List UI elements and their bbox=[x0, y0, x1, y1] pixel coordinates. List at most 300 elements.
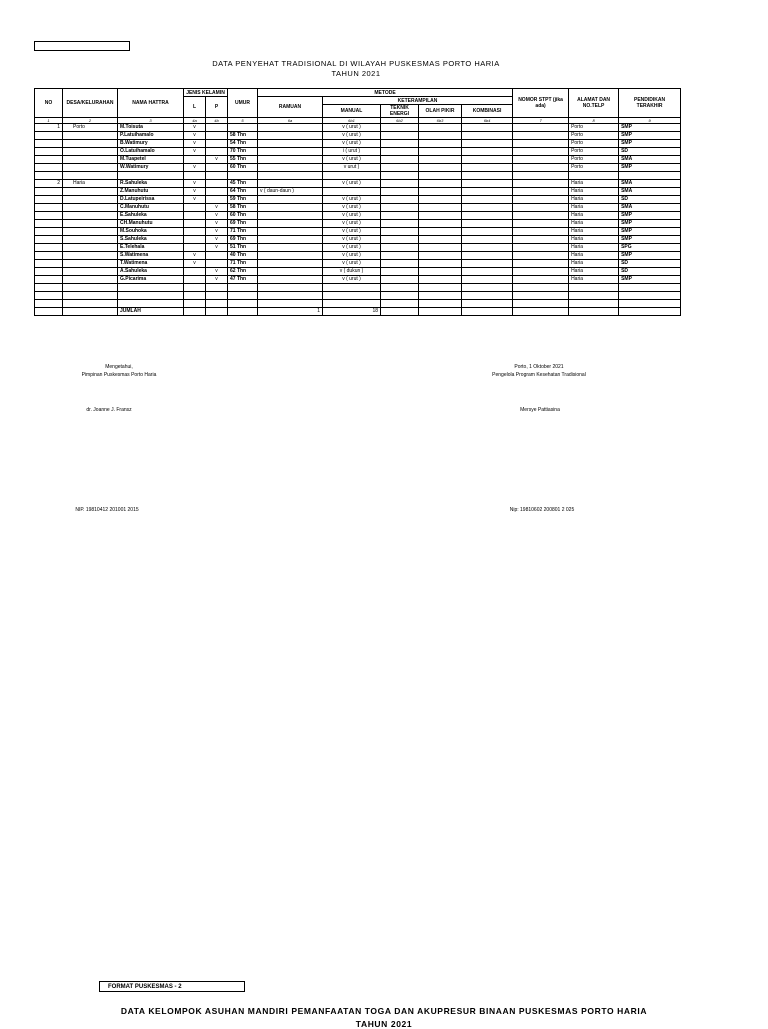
cell-ramuan bbox=[258, 140, 323, 148]
cell-kombinasi bbox=[462, 260, 513, 268]
cell-umur: 58 Thn bbox=[228, 204, 258, 212]
jumlah-manual: 18 bbox=[323, 308, 381, 316]
cell-nama: G.Picarima bbox=[118, 276, 184, 284]
right-sig-nip: Nip: 19810602 200801 2 025 bbox=[509, 507, 575, 513]
header-manual: MANUAL bbox=[323, 105, 381, 118]
cell-pendidikan: SPG bbox=[619, 244, 681, 252]
cell-teknik-energi bbox=[381, 124, 419, 132]
cell-kombinasi bbox=[462, 228, 513, 236]
bottom-title: DATA KELOMPOK ASUHAN MANDIRI PEMANFAATAN TOGA DAN AKUPRESUR BINAAN PUSKESMAS PORTO HARIA bbox=[120, 1006, 648, 1016]
cell-kombinasi bbox=[462, 132, 513, 140]
cell-no bbox=[35, 140, 63, 148]
cell-p bbox=[206, 252, 228, 260]
cell-no bbox=[35, 252, 63, 260]
cell-umur: 71 Thn bbox=[228, 260, 258, 268]
cell-ramuan bbox=[258, 124, 323, 132]
cell-desa bbox=[63, 260, 118, 268]
table-row bbox=[35, 236, 681, 244]
cell-nama: S.Watimena bbox=[118, 252, 184, 260]
cell-nomor-stpt bbox=[513, 180, 569, 188]
document-year: TAHUN 2021 bbox=[331, 69, 381, 78]
cell-p bbox=[206, 196, 228, 204]
table-row bbox=[35, 276, 681, 284]
cell-nama: R.Sahuleka bbox=[118, 180, 184, 188]
cell-kombinasi bbox=[462, 220, 513, 228]
cell-nomor-stpt bbox=[513, 244, 569, 252]
cell-l bbox=[184, 156, 206, 164]
cell-l: v bbox=[184, 260, 206, 268]
empty-row bbox=[35, 172, 681, 180]
cell-pendidikan: SMA bbox=[619, 204, 681, 212]
cell-teknik-energi bbox=[381, 260, 419, 268]
cell-p: v bbox=[206, 244, 228, 252]
right-sig-line1: Porto, 1 Oktober 2021 bbox=[514, 364, 564, 370]
cell-desa bbox=[63, 156, 118, 164]
jumlah-ramuan: 1 bbox=[258, 308, 323, 316]
top-empty-box bbox=[34, 41, 130, 51]
cell-ramuan bbox=[258, 244, 323, 252]
cell-pendidikan: SMP bbox=[619, 124, 681, 132]
cell-ramuan bbox=[258, 212, 323, 220]
header-metode: METODE bbox=[258, 89, 513, 97]
cell-teknik-energi bbox=[381, 140, 419, 148]
cell-pendidikan: SMA bbox=[619, 180, 681, 188]
cell-umur: 69 Thn bbox=[228, 236, 258, 244]
format-label-box: FORMAT PUSKESMAS - 2 bbox=[99, 981, 245, 992]
cell-teknik-energi bbox=[381, 244, 419, 252]
cell-p bbox=[206, 188, 228, 196]
table-row bbox=[35, 260, 681, 268]
cell-alamat: Haria bbox=[569, 188, 619, 196]
cell-nomor-stpt bbox=[513, 220, 569, 228]
col-num: 9 bbox=[619, 118, 681, 124]
cell-kombinasi bbox=[462, 268, 513, 276]
cell-nomor-stpt bbox=[513, 252, 569, 260]
cell-ramuan bbox=[258, 276, 323, 284]
cell-manual: v ( urut ) bbox=[323, 252, 381, 260]
cell-teknik-energi bbox=[381, 252, 419, 260]
cell-nama: E.Telehala bbox=[118, 244, 184, 252]
table-head bbox=[35, 89, 681, 124]
cell-l bbox=[184, 268, 206, 276]
cell-pendidikan: SD bbox=[619, 268, 681, 276]
cell-kombinasi bbox=[462, 244, 513, 252]
cell-teknik-energi bbox=[381, 156, 419, 164]
header-no: NO bbox=[35, 89, 63, 118]
left-signature-block bbox=[50, 363, 188, 379]
cell-desa bbox=[63, 212, 118, 220]
cell-manual: i ( urut ) bbox=[323, 148, 381, 156]
cell-nama: M.Toisuta bbox=[118, 124, 184, 132]
table-row bbox=[35, 196, 681, 204]
cell-kombinasi bbox=[462, 124, 513, 132]
cell-no bbox=[35, 148, 63, 156]
cell-nama: M.Souhoka bbox=[118, 228, 184, 236]
cell-nama: Z.Manuhutu bbox=[118, 188, 184, 196]
cell-pendidikan: SMP bbox=[619, 276, 681, 284]
cell-pendidikan: SMP bbox=[619, 132, 681, 140]
cell-l bbox=[184, 276, 206, 284]
header-jenis-kelamin: JENIS KELAMIN bbox=[184, 89, 228, 97]
col-num: 6b4 bbox=[462, 118, 513, 124]
table-row bbox=[35, 164, 681, 172]
cell-olah-pikir bbox=[419, 260, 462, 268]
jumlah-label: JUMLAH bbox=[118, 308, 184, 316]
col-num: 7 bbox=[513, 118, 569, 124]
cell-nomor-stpt bbox=[513, 268, 569, 276]
left-sig-name: dr. Joanne J. Fransz bbox=[86, 407, 132, 413]
cell-ramuan bbox=[258, 268, 323, 276]
cell-nama: CH.Manuhutu bbox=[118, 220, 184, 228]
header-alamat: ALAMAT DAN NO.TELP bbox=[569, 89, 619, 118]
cell-manual: v ( urut ) bbox=[323, 204, 381, 212]
cell-olah-pikir bbox=[419, 244, 462, 252]
cell-umur: 40 Thn bbox=[228, 252, 258, 260]
cell-kombinasi bbox=[462, 180, 513, 188]
col-num: 6b2 bbox=[381, 118, 419, 124]
cell-manual: v ( urut ) bbox=[323, 244, 381, 252]
cell-p bbox=[206, 260, 228, 268]
cell-desa bbox=[63, 204, 118, 212]
cell-olah-pikir bbox=[419, 268, 462, 276]
cell-umur: 58 Thn bbox=[228, 132, 258, 140]
cell-nomor-stpt bbox=[513, 260, 569, 268]
document-title: DATA PENYEHAT TRADISIONAL DI WILAYAH PUSKESMAS PORTO HARIA bbox=[212, 59, 500, 68]
cell-kombinasi bbox=[462, 196, 513, 204]
cell-desa bbox=[63, 220, 118, 228]
header-pendidikan: PENDIDIKAN TERAKHIR bbox=[619, 89, 681, 118]
cell-nomor-stpt bbox=[513, 228, 569, 236]
cell-kombinasi bbox=[462, 276, 513, 284]
header-teknik-energi: TEKNIK ENERGI bbox=[381, 105, 419, 118]
cell-olah-pikir bbox=[419, 164, 462, 172]
cell-p bbox=[206, 140, 228, 148]
cell-nomor-stpt bbox=[513, 124, 569, 132]
cell-teknik-energi bbox=[381, 204, 419, 212]
right-signature-block bbox=[464, 363, 614, 379]
cell-l bbox=[184, 220, 206, 228]
header-desa: DESA/KELURAHAN bbox=[63, 89, 118, 118]
cell-alamat: Haria bbox=[569, 252, 619, 260]
table-row bbox=[35, 132, 681, 140]
cell-l: v bbox=[184, 124, 206, 132]
cell-ramuan bbox=[258, 260, 323, 268]
cell-nomor-stpt bbox=[513, 140, 569, 148]
cell-no bbox=[35, 156, 63, 164]
cell-teknik-energi bbox=[381, 196, 419, 204]
col-num: 3 bbox=[118, 118, 184, 124]
cell-ramuan bbox=[258, 252, 323, 260]
right-sig-name: Mersye Pattiasina bbox=[520, 407, 560, 413]
cell-pendidikan: SMP bbox=[619, 212, 681, 220]
cell-nomor-stpt bbox=[513, 204, 569, 212]
col-num: 4a bbox=[184, 118, 206, 124]
cell-olah-pikir bbox=[419, 228, 462, 236]
cell-p: v bbox=[206, 204, 228, 212]
cell-p: v bbox=[206, 268, 228, 276]
jumlah-row bbox=[35, 308, 681, 316]
cell-kombinasi bbox=[462, 140, 513, 148]
cell-teknik-energi bbox=[381, 212, 419, 220]
cell-manual: v ( dukun ) bbox=[323, 268, 381, 276]
cell-pendidikan: SMP bbox=[619, 228, 681, 236]
cell-no bbox=[35, 212, 63, 220]
table-row bbox=[35, 204, 681, 212]
header-ramuan: RAMUAN bbox=[258, 97, 323, 118]
header-l: L bbox=[184, 97, 206, 118]
cell-kombinasi bbox=[462, 236, 513, 244]
cell-desa bbox=[63, 276, 118, 284]
cell-desa bbox=[63, 140, 118, 148]
cell-l: v bbox=[184, 148, 206, 156]
cell-umur: 64 Thn bbox=[228, 188, 258, 196]
cell-umur bbox=[228, 124, 258, 132]
cell-pendidikan: SMP bbox=[619, 164, 681, 172]
cell-olah-pikir bbox=[419, 236, 462, 244]
table-row bbox=[35, 268, 681, 276]
cell-ramuan bbox=[258, 204, 323, 212]
table-row bbox=[35, 220, 681, 228]
header-olah-pikir: OLAH PIKIR bbox=[419, 105, 462, 118]
cell-olah-pikir bbox=[419, 124, 462, 132]
cell-pendidikan: SD bbox=[619, 148, 681, 156]
col-num: 5 bbox=[228, 118, 258, 124]
header-p: P bbox=[206, 97, 228, 118]
cell-olah-pikir bbox=[419, 156, 462, 164]
cell-p: v bbox=[206, 276, 228, 284]
cell-umur: 69 Thn bbox=[228, 220, 258, 228]
cell-teknik-energi bbox=[381, 188, 419, 196]
table-row bbox=[35, 244, 681, 252]
cell-desa bbox=[63, 228, 118, 236]
cell-nomor-stpt bbox=[513, 236, 569, 244]
cell-pendidikan: SD bbox=[619, 196, 681, 204]
cell-l: v bbox=[184, 188, 206, 196]
cell-alamat: Haria bbox=[569, 276, 619, 284]
cell-umur: 59 Thn bbox=[228, 196, 258, 204]
cell-manual: v ( urut ) bbox=[323, 156, 381, 164]
col-num: 1 bbox=[35, 118, 63, 124]
cell-manual: v ( urut ) bbox=[323, 228, 381, 236]
cell-nama: D.Latupeirissa bbox=[118, 196, 184, 204]
cell-manual: v ( urut ) bbox=[323, 220, 381, 228]
left-sig-line2: Pimpinan Puskesmas Porto Haria bbox=[81, 372, 157, 378]
cell-umur: 54 Thn bbox=[228, 140, 258, 148]
cell-teknik-energi bbox=[381, 228, 419, 236]
cell-kombinasi bbox=[462, 148, 513, 156]
cell-ramuan bbox=[258, 196, 323, 204]
cell-pendidikan: SMP bbox=[619, 252, 681, 260]
cell-pendidikan: SMP bbox=[619, 220, 681, 228]
cell-no bbox=[35, 228, 63, 236]
cell-alamat: Haria bbox=[569, 180, 619, 188]
cell-teknik-energi bbox=[381, 268, 419, 276]
cell-alamat: Haria bbox=[569, 196, 619, 204]
cell-nomor-stpt bbox=[513, 212, 569, 220]
cell-ramuan: v ( daun-daun ) bbox=[258, 188, 323, 196]
empty-row bbox=[35, 300, 681, 308]
cell-nama: O.Latuihamalo bbox=[118, 148, 184, 156]
col-num: 8 bbox=[569, 118, 619, 124]
col-num: 6a bbox=[258, 118, 323, 124]
table-row bbox=[35, 212, 681, 220]
cell-olah-pikir bbox=[419, 252, 462, 260]
cell-desa bbox=[63, 164, 118, 172]
cell-umur: 62 Thn bbox=[228, 268, 258, 276]
cell-teknik-energi bbox=[381, 180, 419, 188]
cell-kombinasi bbox=[462, 164, 513, 172]
cell-kombinasi bbox=[462, 156, 513, 164]
cell-olah-pikir bbox=[419, 220, 462, 228]
cell-umur: 70 Thn bbox=[228, 148, 258, 156]
cell-no bbox=[35, 164, 63, 172]
cell-p bbox=[206, 132, 228, 140]
cell-alamat: Haria bbox=[569, 220, 619, 228]
cell-manual: v ( urut ) bbox=[323, 140, 381, 148]
cell-l: v bbox=[184, 140, 206, 148]
cell-alamat: Haria bbox=[569, 260, 619, 268]
cell-no bbox=[35, 132, 63, 140]
cell-kombinasi bbox=[462, 188, 513, 196]
cell-alamat: Porto bbox=[569, 124, 619, 132]
hattra-table bbox=[34, 88, 681, 316]
cell-nomor-stpt bbox=[513, 132, 569, 140]
cell-nama: B.Watimury bbox=[118, 140, 184, 148]
cell-desa bbox=[63, 196, 118, 204]
table-row bbox=[35, 188, 681, 196]
left-sig-nip: NIP. 19810412 201001 2015 bbox=[75, 507, 139, 513]
cell-desa bbox=[63, 188, 118, 196]
cell-ramuan bbox=[258, 236, 323, 244]
cell-no bbox=[35, 276, 63, 284]
cell-l bbox=[184, 212, 206, 220]
cell-nama: W.Watimury bbox=[118, 164, 184, 172]
cell-pendidikan: SMA bbox=[619, 188, 681, 196]
cell-no bbox=[35, 188, 63, 196]
cell-ramuan bbox=[258, 156, 323, 164]
cell-olah-pikir bbox=[419, 212, 462, 220]
cell-manual: v ( urut ) bbox=[323, 212, 381, 220]
bottom-title-year: TAHUN 2021 bbox=[355, 1019, 413, 1029]
empty-row bbox=[35, 292, 681, 300]
cell-alamat: Haria bbox=[569, 212, 619, 220]
cell-nama: M.Tuapetel bbox=[118, 156, 184, 164]
cell-p: v bbox=[206, 156, 228, 164]
cell-ramuan bbox=[258, 228, 323, 236]
cell-pendidikan: SMP bbox=[619, 140, 681, 148]
cell-desa bbox=[63, 244, 118, 252]
cell-desa bbox=[63, 236, 118, 244]
cell-kombinasi bbox=[462, 204, 513, 212]
cell-alamat: Porto bbox=[569, 140, 619, 148]
cell-umur: 71 Thn bbox=[228, 228, 258, 236]
cell-no bbox=[35, 204, 63, 212]
cell-umur: 51 Thn bbox=[228, 244, 258, 252]
cell-p: v bbox=[206, 236, 228, 244]
cell-p: v bbox=[206, 212, 228, 220]
cell-manual: v ( urut ) bbox=[323, 260, 381, 268]
right-sig-line2: Pengelola Program Kesehatan Tradisional bbox=[492, 372, 586, 378]
cell-umur: 60 Thn bbox=[228, 212, 258, 220]
cell-nomor-stpt bbox=[513, 156, 569, 164]
empty-row bbox=[35, 284, 681, 292]
cell-olah-pikir bbox=[419, 140, 462, 148]
cell-olah-pikir bbox=[419, 188, 462, 196]
header-nomor-stpt: NOMOR STPT (jika ada) bbox=[513, 89, 569, 118]
cell-no bbox=[35, 268, 63, 276]
cell-manual: v ( urut ) bbox=[323, 276, 381, 284]
cell-teknik-energi bbox=[381, 220, 419, 228]
cell-p bbox=[206, 124, 228, 132]
cell-teknik-energi bbox=[381, 236, 419, 244]
cell-desa bbox=[63, 132, 118, 140]
cell-desa bbox=[63, 252, 118, 260]
col-num: 2 bbox=[63, 118, 118, 124]
cell-olah-pikir bbox=[419, 276, 462, 284]
cell-alamat: Porto bbox=[569, 164, 619, 172]
cell-l: v bbox=[184, 164, 206, 172]
cell-l: v bbox=[184, 132, 206, 140]
cell-alamat: Porto bbox=[569, 156, 619, 164]
table-row bbox=[35, 180, 681, 188]
cell-no: 2 bbox=[35, 180, 63, 188]
cell-teknik-energi bbox=[381, 276, 419, 284]
cell-manual: v urut ) bbox=[323, 164, 381, 172]
cell-olah-pikir bbox=[419, 204, 462, 212]
cell-l bbox=[184, 236, 206, 244]
cell-umur: 55 Thn bbox=[228, 156, 258, 164]
cell-manual: v ( urut ) bbox=[323, 196, 381, 204]
col-num: 4b bbox=[206, 118, 228, 124]
cell-teknik-energi bbox=[381, 132, 419, 140]
left-sig-line1: Mengetahui, bbox=[105, 364, 133, 370]
table-body bbox=[35, 124, 681, 308]
cell-manual: v ( urut ) bbox=[323, 132, 381, 140]
cell-alamat: Porto bbox=[569, 132, 619, 140]
header-nama: NAMA HATTRA bbox=[118, 89, 184, 118]
cell-alamat: Porto bbox=[569, 148, 619, 156]
cell-kombinasi bbox=[462, 252, 513, 260]
cell-l bbox=[184, 204, 206, 212]
cell-l: v bbox=[184, 180, 206, 188]
cell-alamat: Haria bbox=[569, 236, 619, 244]
cell-alamat: Haria bbox=[569, 268, 619, 276]
cell-pendidikan: SD bbox=[619, 260, 681, 268]
cell-ramuan bbox=[258, 164, 323, 172]
cell-nama: C.Manuhutu bbox=[118, 204, 184, 212]
cell-alamat: Haria bbox=[569, 228, 619, 236]
cell-nomor-stpt bbox=[513, 276, 569, 284]
header-kombinasi: KOMBINASI bbox=[462, 105, 513, 118]
cell-olah-pikir bbox=[419, 148, 462, 156]
cell-alamat: Haria bbox=[569, 204, 619, 212]
table-row bbox=[35, 252, 681, 260]
cell-l bbox=[184, 244, 206, 252]
cell-p: v bbox=[206, 220, 228, 228]
cell-p bbox=[206, 180, 228, 188]
table-row bbox=[35, 148, 681, 156]
table-row bbox=[35, 156, 681, 164]
header-keterampilan: KETERAMPILAN bbox=[323, 97, 513, 105]
cell-nomor-stpt bbox=[513, 148, 569, 156]
cell-nama: E.Sahuleka bbox=[118, 212, 184, 220]
cell-manual bbox=[323, 188, 381, 196]
cell-nomor-stpt bbox=[513, 196, 569, 204]
cell-ramuan bbox=[258, 148, 323, 156]
cell-p: v bbox=[206, 228, 228, 236]
cell-no bbox=[35, 260, 63, 268]
cell-manual: v ( urut ) bbox=[323, 180, 381, 188]
